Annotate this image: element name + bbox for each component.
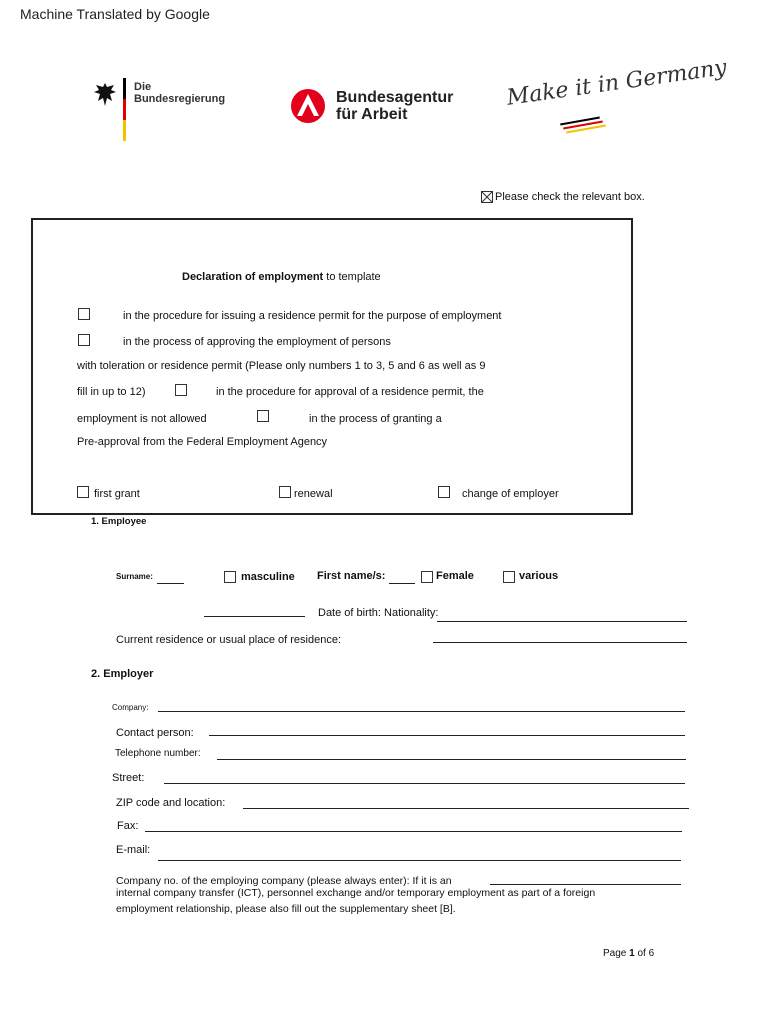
company-no-text-3: employment relationship, please also fill out the supplementary sheet [B]. [116, 903, 456, 915]
option-pre-approval-cont: Pre-approval from the Federal Employment Agency [77, 436, 328, 448]
checkbox-approval-not-allowed[interactable] [175, 384, 187, 396]
checkbox-renewal[interactable] [279, 486, 291, 498]
checkbox-approving-employment[interactable] [78, 334, 90, 346]
company-no-text-1: Company no. of the employing company (please always enter): If it is an [116, 875, 452, 887]
telephone-field[interactable] [217, 759, 686, 760]
email-field[interactable] [158, 860, 681, 861]
checked-box-icon [481, 191, 493, 203]
street-label: Street: [112, 772, 145, 784]
first-name-field[interactable] [389, 583, 415, 584]
checkbox-various[interactable] [503, 571, 515, 583]
page-prefix: Page [603, 948, 630, 959]
page-indicator [603, 948, 654, 959]
option-pre-approval: in the process of granting a [309, 413, 442, 425]
employer-heading: 2. Employer [91, 668, 154, 680]
surname-field[interactable] [157, 583, 184, 584]
employee-heading: 1. Employee [91, 516, 147, 527]
option-approving-employment: in the process of approving the employment of persons [123, 336, 391, 348]
checkbox-residence-permit[interactable] [78, 308, 90, 320]
label-masculine: masculine [241, 571, 295, 583]
contact-person-field[interactable] [209, 735, 685, 736]
option-residence-permit: in the procedure for issuing a residence permit for the purpose of employment [123, 310, 502, 322]
residence-label: Current residence or usual place of residence: [116, 634, 342, 646]
dob-field[interactable] [204, 616, 305, 617]
fax-label: Fax: [117, 820, 139, 832]
checkbox-first-grant[interactable] [77, 486, 89, 498]
residence-field[interactable] [433, 642, 687, 643]
fill-in-note: fill in up to 12) [77, 386, 146, 398]
ba-line1: Bundesagentur [336, 89, 454, 106]
make-it-text: Make it in Germany [505, 55, 729, 111]
contact-person-label: Contact person: [116, 727, 194, 739]
machine-translation-banner: Machine Translated by Google [20, 6, 210, 22]
label-change-employer: change of employer [462, 488, 559, 500]
option-approval-not-allowed-cont: employment is not allowed [77, 413, 207, 425]
checkbox-pre-approval[interactable] [257, 410, 269, 422]
make-it-in-germany-logo [505, 55, 729, 137]
ba-logo-icon [290, 88, 326, 124]
label-various: various [519, 570, 559, 582]
page-suffix: of 6 [634, 948, 655, 959]
declaration-title [182, 271, 381, 283]
bundesregierung-line2: Bundesregierung [134, 93, 226, 105]
first-name-label: First name/s: [317, 570, 386, 582]
checkbox-female[interactable] [421, 571, 433, 583]
check-note [481, 191, 645, 203]
email-label: E-mail: [116, 844, 151, 856]
check-note-text: Please check the relevant box. [495, 191, 645, 203]
dob-nationality-label: Date of birth: Nationality: [318, 607, 439, 619]
ba-line2: für Arbeit [336, 106, 408, 123]
street-field[interactable] [164, 783, 685, 784]
option-approval-not-allowed: in the procedure for approval of a residence permit, the [216, 386, 484, 398]
checkbox-masculine[interactable] [224, 571, 236, 583]
label-first-grant: first grant [94, 488, 140, 500]
company-label: Company: [112, 703, 149, 712]
company-no-field[interactable] [490, 884, 681, 885]
declaration-title-bold: Declaration of employment [182, 271, 324, 283]
label-female: Female [436, 570, 474, 582]
surname-label: Surname: [116, 572, 153, 581]
eagle-icon [92, 81, 118, 109]
page-number: 1 [629, 948, 635, 959]
ba-logo [290, 88, 470, 128]
declaration-title-rest: to template [323, 271, 381, 283]
company-field[interactable] [158, 711, 685, 712]
zip-field[interactable] [243, 808, 689, 809]
fax-field[interactable] [145, 831, 682, 832]
telephone-label: Telephone number: [115, 748, 201, 759]
bundesregierung-line1: Die [134, 81, 152, 93]
option-approving-employment-cont: with toleration or residence permit (Please only numbers 1 to 3, 5 and 6 as well as 9 [77, 360, 486, 372]
checkbox-change-employer[interactable] [438, 486, 450, 498]
label-renewal: renewal [294, 488, 333, 500]
company-no-text-2: internal company transfer (ICT), personnel exchange and/or temporary employment as part of a foreign [116, 887, 596, 899]
zip-label: ZIP code and location: [116, 797, 226, 809]
nationality-field[interactable] [437, 621, 687, 622]
bundesregierung-logo [92, 78, 226, 142]
